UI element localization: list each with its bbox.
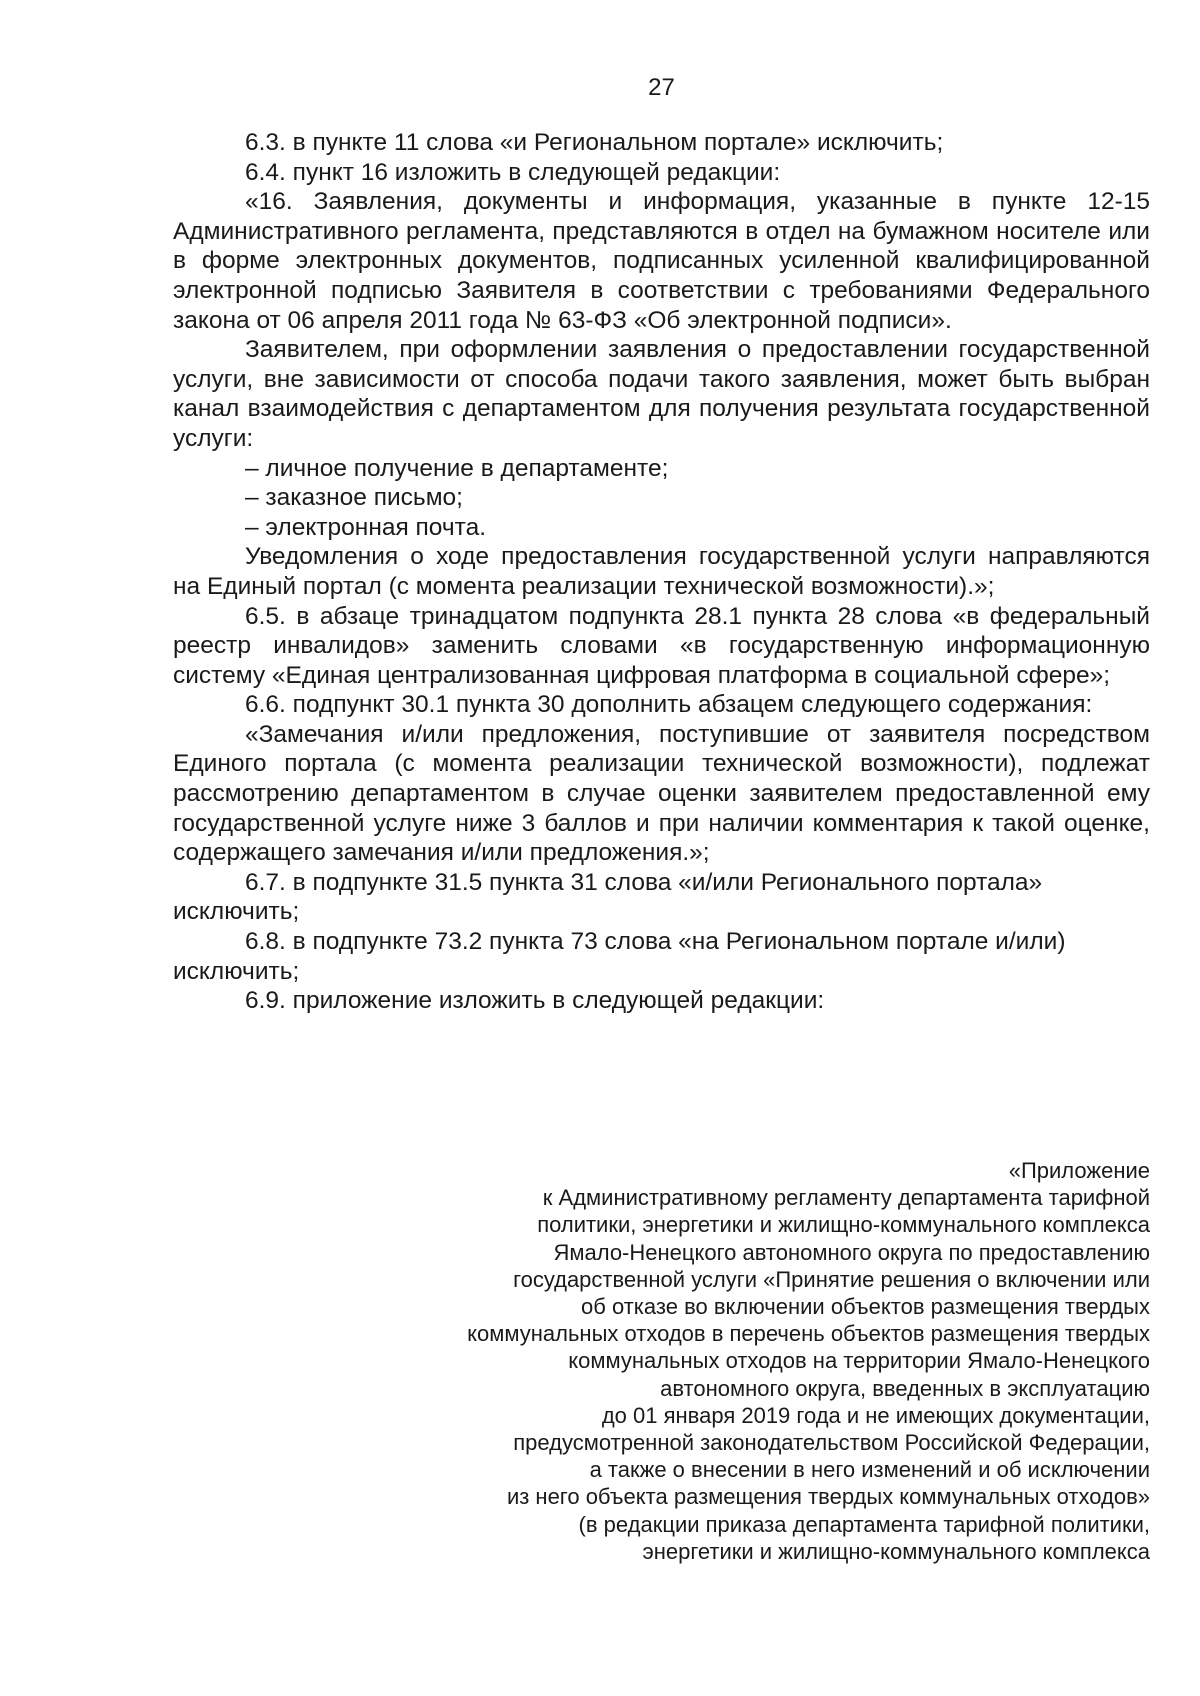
appendix-line: до 01 января 2019 года и не имеющих документации, — [601, 1402, 1150, 1428]
list-item-email: – электронная почта. — [245, 513, 487, 541]
paragraph-remarks: «Замечания и/или предложения, поступившие от заявителя посредством Единого портала (с момента реализации технической возможности), подлежат рассмотрению департаментом в случае оценки заявителем предоставленной ему государственной услуге ниже 3 баллов и при наличии комментария к такой оценке, содержащего замечания и/или предложения.»; — [173, 720, 1150, 867]
appendix-line: предусмотренной законодательством Российской Федерации, — [513, 1430, 1150, 1456]
paragraph-6-6: 6.6. подпункт 30.1 пункта 30 дополнить абзацем следующего содержания: — [245, 691, 1093, 719]
appendix-line: государственной услуги «Принятие решения о включении или — [513, 1266, 1150, 1292]
appendix-line: коммунальных отходов на территории Ямало-Ненецкого — [568, 1348, 1150, 1374]
page-number: 27 — [648, 74, 675, 101]
appendix-line: из него объекта размещения твердых коммунальных отходов» — [506, 1484, 1150, 1510]
appendix-line: коммунальных отходов в перечень объектов размещения твердых — [467, 1321, 1150, 1347]
paragraph-6-9: 6.9. приложение изложить в следующей редакции: — [245, 987, 825, 1015]
appendix-line: «Приложение — [1008, 1158, 1150, 1183]
paragraph-6-5: 6.5. в абзаце тринадцатом подпункта 28.1 пункта 28 слова «в федеральный реестр инвалидов» заменить словами «в государственную информационную систему «Единая централизованная цифровая платформа в социальной сфере»; — [173, 602, 1150, 689]
appendix-line: (в редакции приказа департамента тарифной политики, — [578, 1511, 1150, 1537]
document-body — [173, 128, 1150, 1016]
paragraph-6-7: 6.7. в подпункте 31.5 пункта 31 слова «и/или Регионального портала» исключить; — [173, 868, 1043, 926]
paragraph-applicant-channel: Заявителем, при оформлении заявления о предоставлении государственной услуги, вне зависимости от способа подачи такого заявления, может быть выбран канал взаимодействия с департаментом для получения результата государственной услуги: — [173, 336, 1150, 452]
appendix-line: энергетики и жилищно-коммунального комплекса — [642, 1538, 1150, 1564]
paragraph-6-3: 6.3. в пункте 11 слова «и Региональном портале» исключить; — [245, 129, 944, 156]
appendix-line: автономного округа, введенных в эксплуатацию — [660, 1375, 1150, 1401]
paragraph-notifications: Уведомления о ходе предоставления государственной услуги направляются на Единый портал (с момента реализации технической возможности).»; — [173, 543, 1150, 600]
document-page — [173, 0, 1150, 1696]
paragraph-6-8: 6.8. в подпункте 73.2 пункта 73 слова «на Региональном портале и/или) исключить; — [173, 928, 1066, 985]
appendix-header — [330, 1157, 1150, 1565]
list-item-registered-letter: – заказное письмо; — [245, 484, 463, 512]
paragraph-16: «16. Заявления, документы и информация, указанные в пункте 12-15 Административного регламента, представляются в отдел на бумажном носителе или в форме электронных документов, подписанных усиленной квалифицированной электронной подписью Заявителя в соответствии с требованиями Федерального закона от 06 апреля 2011 года № 63-ФЗ «Об электронной подписи». — [173, 188, 1150, 334]
appendix-line: Ямало-Ненецкого автономного округа по предоставлению — [553, 1239, 1150, 1265]
appendix-line: политики, энергетики и жилищно-коммунального комплекса — [537, 1212, 1150, 1238]
list-item-personal: – личное получение в департаменте; — [245, 454, 669, 482]
paragraph-6-4: 6.4. пункт 16 изложить в следующей редакции: — [245, 158, 781, 186]
appendix-line: к Административному регламенту департамента тарифной — [542, 1185, 1150, 1211]
appendix-line: а также о внесении в него изменений и об исключении — [589, 1457, 1150, 1483]
appendix-line: об отказе во включении объектов размещения твердых — [581, 1294, 1150, 1320]
